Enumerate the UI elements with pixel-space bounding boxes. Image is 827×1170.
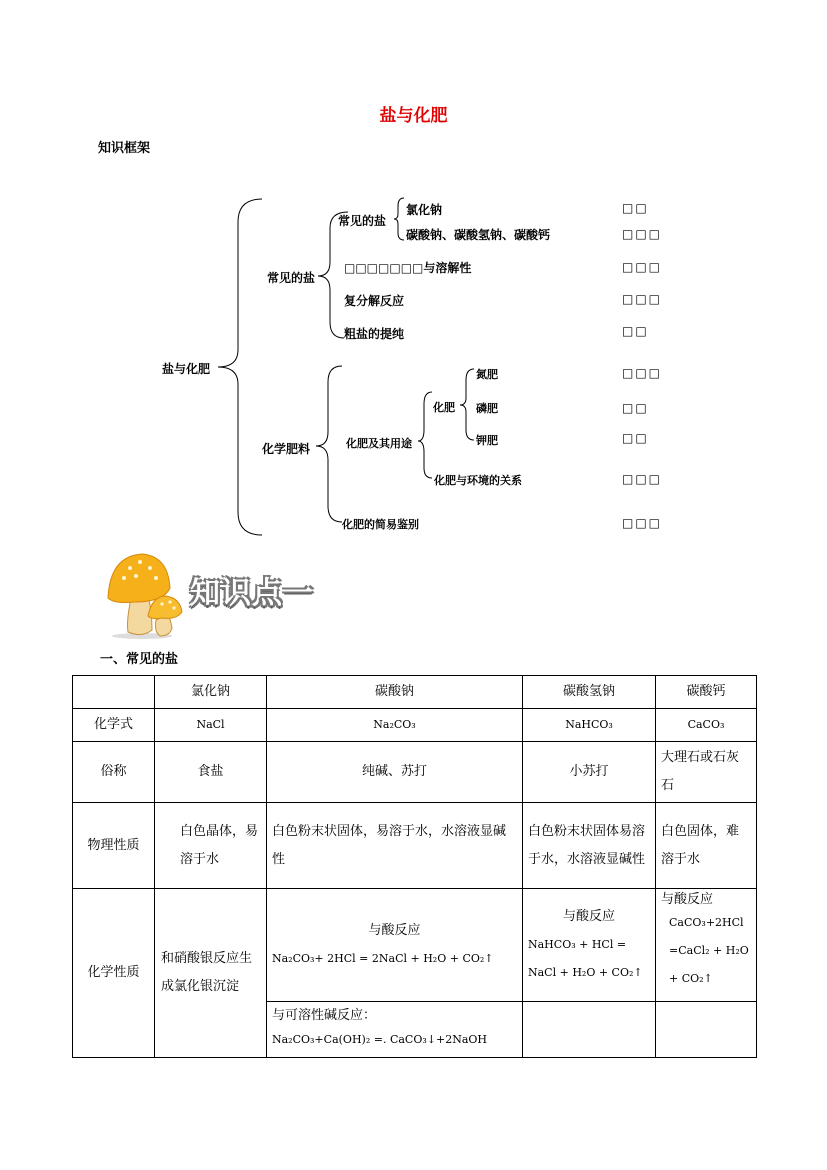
tree-node-fertilizer: 化肥 [433,401,455,414]
tree-node-salt-purification: 粗盐的提纯 [344,327,405,341]
cell-subtitle: 与可溶性碱反应： [272,1007,377,1023]
tree-mark: □□□ [622,227,663,241]
table-header-cell: 氯化钠 [155,676,267,709]
equation: NaCl + H₂O + CO₂↑ [528,966,643,979]
table-cell-empty [656,1002,757,1058]
table-cell: NaHCO₃ [565,718,613,731]
equation: + CO₂↑ [669,972,713,985]
framework-heading: 知识框架 [98,141,151,156]
section-heading: 一、常见的盐 [100,652,179,667]
tree-node-common-salts: 常见的盐 [338,214,387,228]
table-cell-na2co3-acid [267,889,523,1002]
tree-mark: □□□ [622,472,663,486]
tree-node-environment: 化肥与环境的关系 [434,474,522,487]
tree-node-identification: 化肥的简易鉴别 [342,518,419,531]
section-banner: 知识点一 [190,576,314,611]
tree-mark: □□□ [622,260,663,274]
cell-subtitle: 与酸反应 [368,923,421,938]
tree-node-double-decomposition: 复分解反应 [344,294,405,308]
table-cell-na2co3-base [267,1002,523,1058]
tree-mark: □□ [622,401,649,415]
table-cell: 白色粉末状固体，易溶于水，水溶液显碱性 [267,803,523,889]
table-header-row [73,676,757,709]
table-cell: 白色晶体，易溶于水 [155,803,267,889]
tree-mark: □□□ [622,516,663,530]
table-cell-caco3-acid [656,889,757,1002]
tree-mark: □□□ [622,366,663,380]
table-cell-empty [523,1002,656,1058]
table-cell: 食盐 [155,742,267,803]
table-cell: 纯碱、苏打 [267,742,523,803]
table-header-cell: 碳酸钠 [267,676,523,709]
equation: NaHCO₃ + HCl = [528,938,627,951]
row-label: 化学式 [73,709,155,742]
equation: Na₂CO₃+ 2HCl = 2NaCl + H₂O + CO₂↑ [272,952,494,965]
table-cell: 白色固体，难溶于水 [656,803,757,889]
table-header-cell: 碳酸氢钠 [523,676,656,709]
equation: =CaCl₂ + H₂O [669,944,749,957]
row-label: 物理性质 [73,803,155,889]
tree-node-fertilizer-uses: 化肥及其用途 [346,437,412,450]
tree-leaf-potassium: 钾肥 [476,434,498,447]
tree-leaf-carbonates: 碳酸钠、碳酸氢钠、碳酸钙 [406,228,551,242]
page-title: 盐与化肥 [379,106,448,126]
table-cell-nahco3-acid [523,889,656,1002]
row-label: 俗称 [73,742,155,803]
table-row [73,742,757,803]
tree-leaf-nitrogen: 氮肥 [476,368,498,381]
tree-mark: □□ [622,431,649,445]
table-header-cell: 碳酸钙 [656,676,757,709]
framework-brackets [0,0,827,560]
table-cell: Na₂CO₃ [373,718,416,731]
cell-subtitle: 与酸反应 [562,909,615,924]
salt-table [72,675,757,1058]
tree-leaf-nacl: 氯化钠 [406,203,443,217]
table-cell: CaCO₃ [687,718,725,731]
mushroom-icon [104,550,186,640]
tree-mark: □□ [622,324,649,338]
tree-leaf-phosphorus: 磷肥 [476,402,498,415]
table-row [73,889,757,1002]
tree-root: 盐与化肥 [162,362,211,376]
tree-branch-fertilizers: 化学肥料 [262,442,311,456]
table-cell: 和硝酸银反应生成氯化银沉淀 [155,889,267,1058]
table-row [73,803,757,889]
equation: CaCO₃+2HCl [669,916,744,929]
tree-branch-salts: 常见的盐 [267,271,316,285]
table-cell: 白色粉末状固体易溶于水，水溶液显碱性 [523,803,656,889]
table-cell: 大理石或石灰石 [656,742,757,803]
table-cell: 小苏打 [523,742,656,803]
tree-node-solubility: □□□□□□□与溶解性 [344,261,472,275]
table-row [73,709,757,742]
tree-mark: □□□ [622,292,663,306]
tree-mark: □□ [622,201,649,215]
equation: Na₂CO₃+Ca(OH)₂ =. CaCO₃↓+2NaOH [272,1032,487,1046]
table-cell: NaCl [196,718,225,731]
cell-subtitle: 与酸反应 [661,892,714,907]
row-label: 化学性质 [73,889,155,1058]
table-header-cell [73,676,155,709]
